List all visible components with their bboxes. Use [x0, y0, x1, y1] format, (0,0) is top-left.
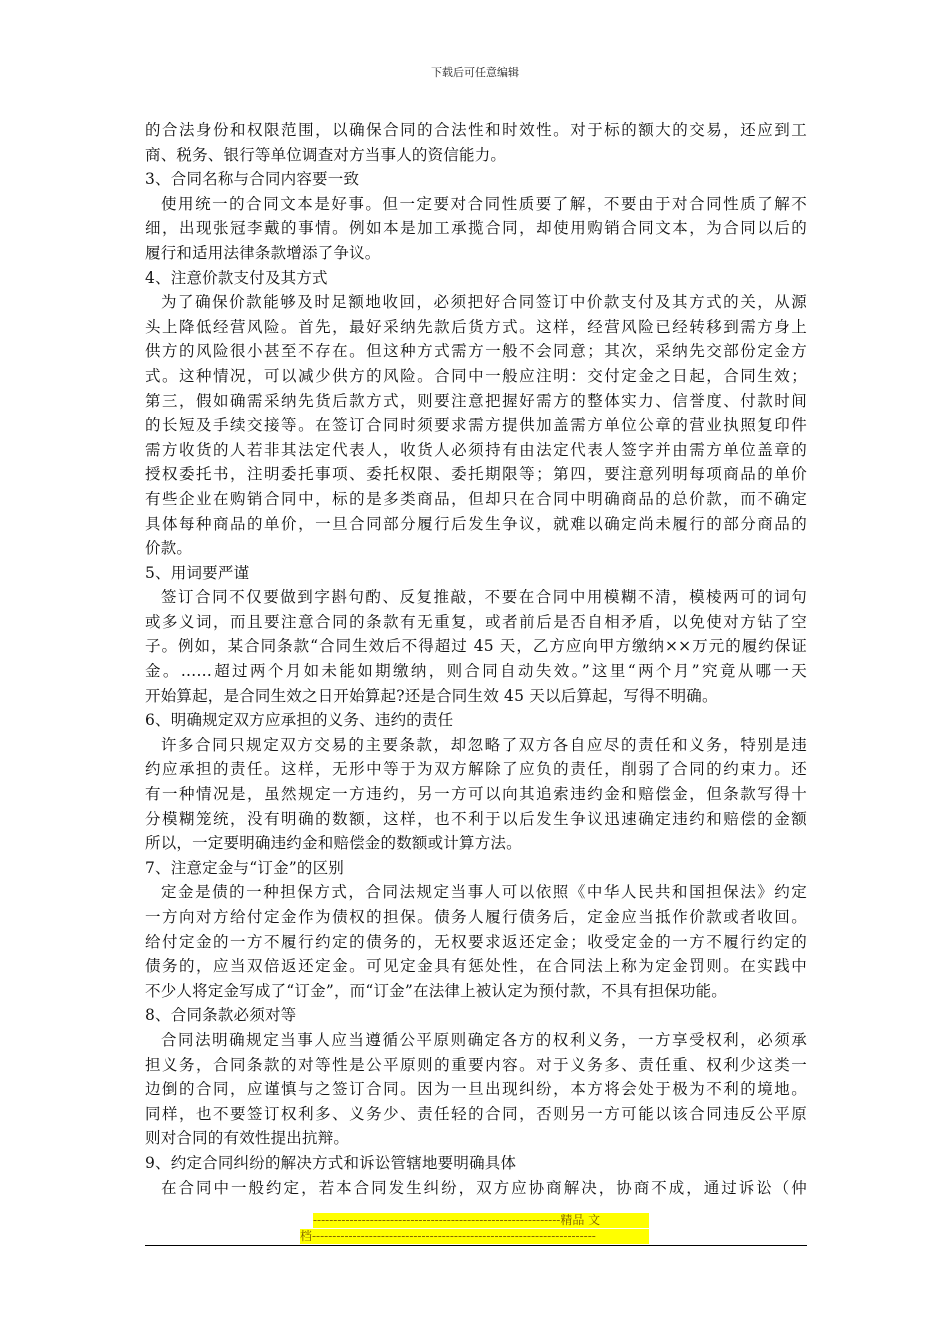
text-line: 约应承担的责任。这样，无形中等于为双方解除了应负的责任，削弱了合同的约束力。还: [145, 760, 807, 779]
text-line: 价款。: [145, 539, 193, 558]
text-line: 的长短及手续交接等。在签订合同时须要求需方提供加盖需方单位公章的营业执照复印件: [145, 416, 807, 435]
section-heading: 8、合同条款必须对等: [145, 1006, 297, 1025]
text-line: 所以，一定要明确违约金和赔偿金的数额或计算方法。: [145, 834, 522, 853]
text-line: 签订合同不仅要做到字斟句酌、反复推敲，不要在合同中用模糊不清，模棱两可的词句: [161, 588, 807, 607]
text-line: 有一种情况是，虽然规定一方违约，另一方可以向其追索违约金和赔偿金，但条款写得十: [145, 785, 807, 804]
text-line: 定金是债的一种担保方式，合同法规定当事人可以依照《中华人民共和国担保法》约定: [161, 883, 807, 902]
text-line: 边倒的合同，应谨慎与之签订合同。因为一旦出现纠纷，本方将会处于极为不利的境地。: [145, 1080, 807, 1099]
text-line: 履行和适用法律条款增添了争议。: [145, 243, 381, 262]
text-line: 授权委托书，注明委托事项、委托权限、委托期限等；第四，要注意列明每项商品的单价: [145, 465, 807, 484]
text-line: 同样，也不要签订权利多、义务少、责任轻的合同，否则另一方可能以该合同违反公平原: [145, 1104, 807, 1123]
text-line: 的合法身份和权限范围，以确保合同的合法性和时效性。对于标的额大的交易，还应到工: [145, 121, 807, 139]
text-line: 使用统一的合同文本是好事。但一定要对合同性质要了解，不要由于对合同性质了解不: [161, 194, 807, 213]
section-heading: 7、注意定金与“订金”的区别: [145, 858, 345, 877]
section-heading: 9、约定合同纠纷的解决方式和诉讼管辖地要明确具体: [145, 1153, 517, 1172]
text-line: 则对合同的有效性提出抗辩。: [145, 1129, 350, 1148]
text-line: 细，出现张冠李戴的事情。例如本是加工承揽合同，却使用购销合同文本，为合同以后的: [145, 219, 807, 238]
text-line: 不少人将定金写成了“订金”，而“订金”在法律上被认定为预付款，不具有担保功能。: [145, 981, 727, 1000]
footer-watermark-line-2: 档----------------------------------------------------------------------: [300, 1229, 649, 1244]
text-line: 商、税务、银行等单位调查对方当事人的资信能力。: [145, 145, 507, 164]
text-line: 开始算起，是合同生效之日开始算起?还是合同生效 45 天以后算起，写得不明确。: [145, 686, 718, 705]
text-line: 头上降低经营风险。首先，最好采纳先款后货方式。这样，经营风险已经转移到需方身上: [145, 317, 807, 336]
section-heading: 4、注意价款支付及其方式: [145, 268, 328, 287]
page-header-note: 下载后可任意编辑: [431, 66, 519, 79]
text-line: 具体每种商品的单价，一旦合同部分履行后发生争议，就难以确定尚未履行的部分商品的: [145, 514, 807, 533]
text-line: 债务的，应当双倍返还定金。可见定金具有惩处性，在合同法上称为定金罚则。在实践中: [145, 957, 807, 976]
text-line: 第三，假如确需采纳先货后款方式，则要注意把握好需方的整体实力、信誉度、付款时间: [145, 391, 807, 410]
text-line: 子。例如，某合同条款“合同生效后不得超过 45 天，乙方应向甲方缴纳××万元的履约保证: [145, 637, 807, 656]
footer-watermark-line-1: -------------------------------------------------------------精品 文: [313, 1213, 649, 1228]
text-line: 一方向对方给付定金作为债权的担保。债务人履行债务后，定金应当抵作价款或者收回。: [145, 908, 807, 926]
text-line: 合同法明确规定当事人应当遵循公平原则确定各方的权利义务，一方享受权利，必须承: [161, 1030, 807, 1049]
text-line: 金。……超过两个月如未能如期缴纳，则合同自动失效。”这里“两个月”究竟从哪一天: [145, 662, 807, 681]
text-line: 在合同中一般约定，若本合同发生纠纷，双方应协商解决，协商不成，通过诉讼（仲: [161, 1178, 807, 1197]
text-line: 为了确保价款能够及时足额地收回，必须把好合同签订中价款支付及其方式的关，从源: [161, 293, 807, 312]
section-heading: 5、用词要严谨: [145, 563, 250, 582]
footer-rule: [145, 1245, 807, 1246]
text-line: 许多合同只规定双方交易的主要条款，却忽略了双方各自应尽的责任和义务，特别是违: [161, 735, 807, 754]
section-heading: 3、合同名称与合同内容要一致: [145, 170, 360, 189]
text-line: 分模糊笼统，没有明确的数额，这样，也不利于以后发生争议迅速确定违约和赔偿的金额: [145, 809, 807, 828]
text-line: 供方的风险很小甚至不存在。但这种方式需方一般不会同意；其次，采纳先交部份定金方: [145, 342, 807, 361]
text-line: 有些企业在购销合同中，标的是多类商品，但却只在合同中明确商品的总价款，而不确定: [145, 489, 807, 508]
text-line: 给付定金的一方不履行约定的债务的，无权要求返还定金；收受定金的一方不履行约定的: [145, 932, 807, 951]
section-heading: 6、明确规定双方应承担的义务、违约的责任: [145, 711, 454, 730]
document-body: [145, 118, 807, 1200]
text-line: 需方收货的人若非其法定代表人，收货人必须持有由法定代表人签字并由需方单位盖章的: [145, 440, 807, 459]
text-line: 担义务，合同条款的对等性是公平原则的重要内容。对于义务多、责任重、权利少这类一: [145, 1055, 807, 1074]
text-line: 式。这种情况，可以减少供方的风险。合同中一般应注明：交付定金之日起，合同生效；: [145, 366, 807, 385]
text-line: 或多义词，而且要注意合同的条款有无重复，或者前后是否自相矛盾，以免使对方钻了空: [145, 612, 807, 631]
